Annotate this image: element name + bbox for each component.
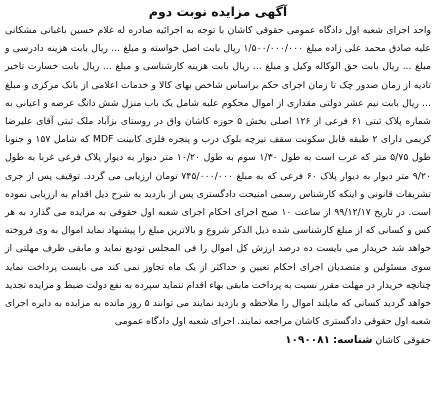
notice-footer [5, 331, 431, 350]
notice-title: آگهی مزایده نوبت دوم [148, 4, 288, 19]
notice-body: واحد اجرای شعبه اول دادگاه عمومی حقوقی کاشان با توجه به اجرائیه صادره له غلام حسین باغبانی مشکانی علیه صادق محمد علی زاده مبلغ ۱/۵۰۰/۰۰۰/۰۰۰ ریال بابت اصل خواسته و مبلغ ... ریال بابت هزینه دادرسی و مبلغ ... ریال بابت حق الوکاله وکیل و مبلغ ... ریال بابت هزینه کارشناسی و مبلغ ... ریال بابت خسارت تاخیر تادیه از زمان صدور چک تا زمان اجرای حکم براساس شاخص بهای کالا و خدمات اعلامی از بانک مرکزی و مبلغ ... ریال بابت نیم عشر دولتی مقداری از اموال محکوم علیه شامل یک باب منزل شش دانگ عرصه و اعیانی به شماره پلاک ثبتی ۶۱ فرعی از ۱۲۶ اصلی بخش ۵ حوزه کاشان واق در روستای بزآباد ملک ثبتی آقای علیرضا کریمی دارای ۲ طبقه قابل سکونت سقف تیرچه بلوک درب و پنجره فلزی کابینت MDF که شامل ۱۵۷ و جنوبا طول ۵/۷۵ متر که غرب است به طول ۱/۳۰ سوم به طول ۱۰/۲۰ متر دیوار به دیوار پلاک فرعی غربا به طول ۹/۲۰ متر دیوار به دیوار پلاک ۶۰ فرعی که به مبلغ ۷۴۵/۰۰۰/۰۰۰ تومان ارزیابی می گردد. توقیف پس از جری تشریفات قانونی و اینکه کارشناس رسمی امنیحت دادگستری پس از بازدید به شرح ذیل اقدام به ارزیابی نموده است. در تاریخ ۹۹/۱۲/۱۷ از ساعت ۱۰ صبح اجرای احکام اجرای شعبه اول حقوقی به مزایده می گذارد به هر کس و کسانی که از مبلغ کارشناسی شده ذیل الذکر شروع و بالاترین مبلغ را پیشنهاد نماید اموال به وی فروخته خواهد شد خریدار می بایست ده درصد ارزش کل اموال را فی المجلس تودیع نماید و مابقی ظرف مهلتی از سوی مسئولین و متصدیان اجرای احکام تعیین و حداکثر از یک ماه تجاوز نمی کند می بایست پرداخت نماید چنانچه خریدار در مهلت مقرر نسبت به پرداخت مابقی بهاء اقدام ننماید سپرده به نفع دولت ضبط و مزایده تجدید خواهد گردید کسانی که مایلند اموال را ملاحظه و بازدید نمایند می توانند ۵ روز مانده به مزایده به دایره اجرای شعبه اول حقوقی دادگستری کاشان مراجعه نمایند. اجرای شعبه اول دادگاه عمومی [5, 25, 432, 328]
footer-court-name: حقوقی کاشان [375, 335, 431, 347]
footer-id-label: شناسه: [332, 334, 373, 347]
footer-id-number: ۱۰۹۰۰۸۱ [285, 334, 330, 347]
